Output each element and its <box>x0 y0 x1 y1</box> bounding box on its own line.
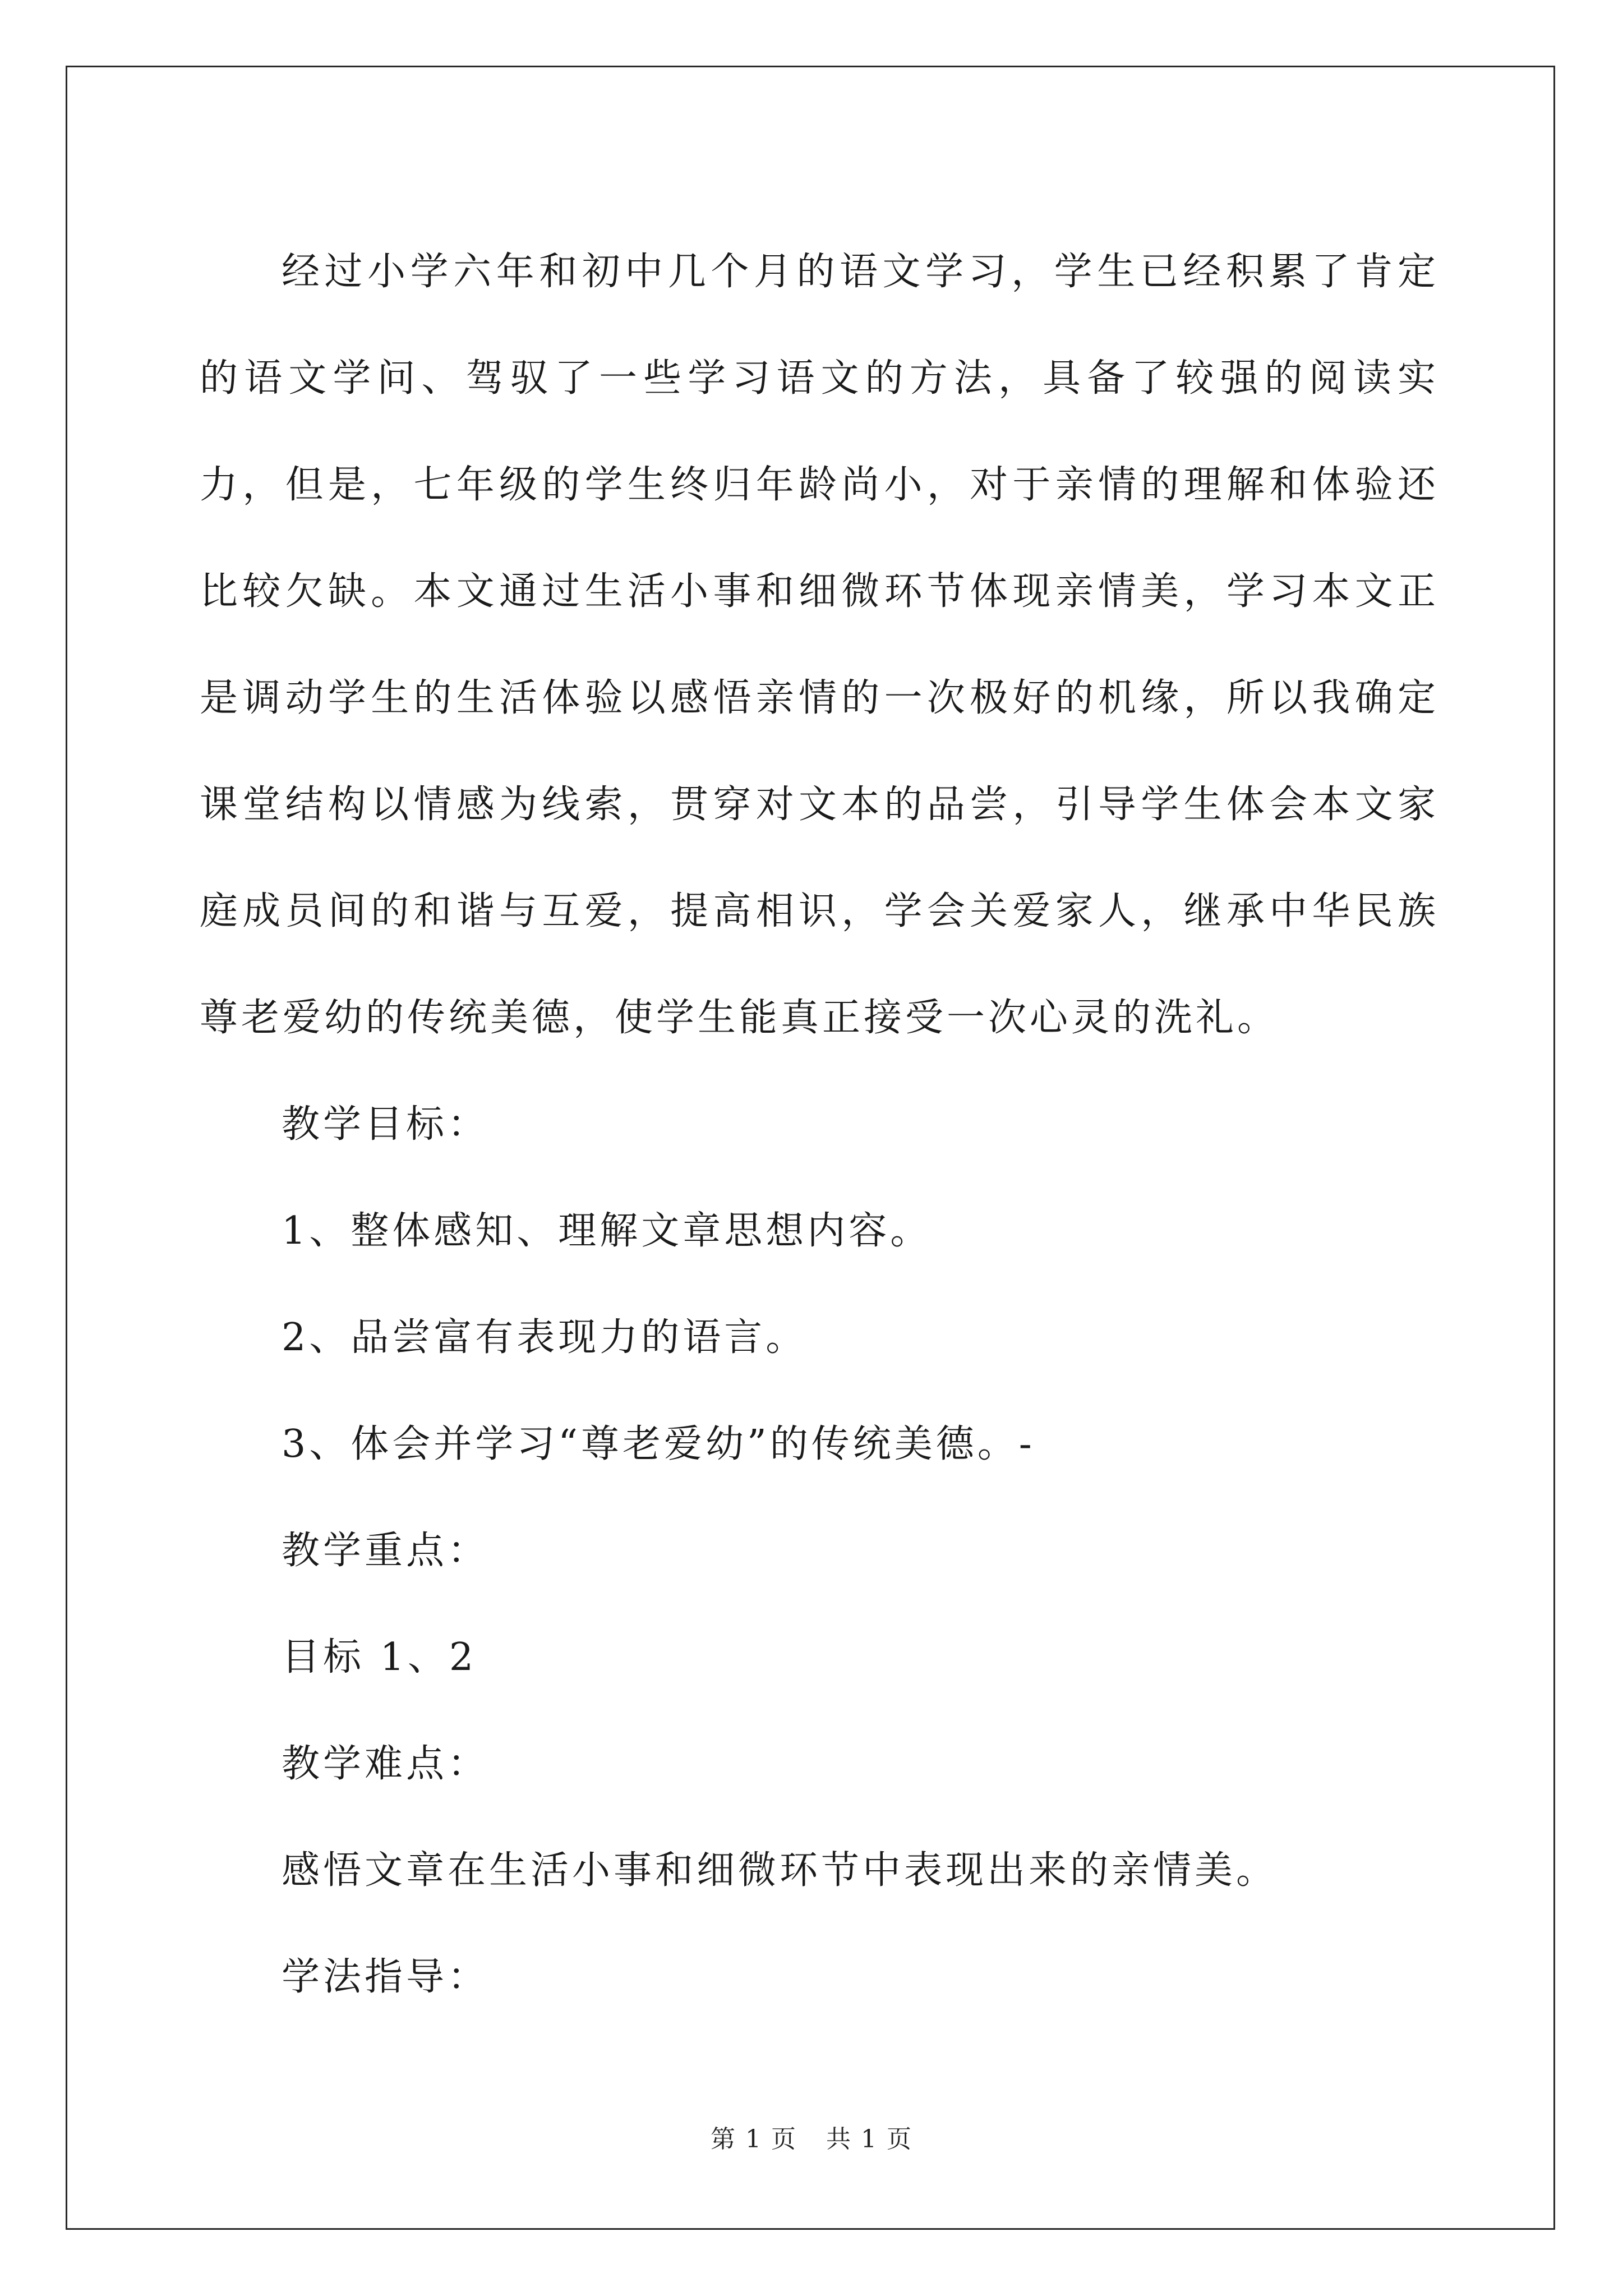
study-method-heading: 学法指导： <box>282 1955 490 1999</box>
page-footer <box>0 2119 1623 2155</box>
goals-heading: 教学目标： <box>282 1102 490 1147</box>
goal-item-1: 1、整体感知、理解文章思想内容。 <box>282 1209 932 1253</box>
page-number: 第 1 页 <box>711 2125 797 2154</box>
key-points-content: 目标 1、2 <box>282 1635 477 1680</box>
goal-item-3: 3、体会并学习“尊老爱幼”的传统美德。- <box>282 1422 1035 1466</box>
document-body <box>200 219 1439 2031</box>
difficulty-content: 感悟文章在生活小事和细微环节中表现出来的亲情美。 <box>282 1848 1278 1893</box>
page-total: 共 1 页 <box>826 2125 912 2154</box>
intro-paragraph: 经过小学六年和初中几个月的语文学习，学生已经积累了肯定的语文学问、驾驭了一些学习语文的方法，具备了较强的阅读实力，但是，七年级的学生终归年龄尚小，对于亲情的理解和体验还比较欠缺。本文通过生活小事和细微环节体现亲情美，学习本文正是调动学生的生活体验以感悟亲情的一次极好的机缘，所以我确定课堂结构以情感为线索，贯穿对文本的品尝，引导学生体会本文家庭成员间的和谐与互爱，提高相识，学会关爱家人，继承中华民族尊老爱幼的传统美德，使学生能真正接受一次心灵的洗礼。 <box>200 250 1439 1040</box>
key-points-heading: 教学重点： <box>282 1529 490 1573</box>
difficulty-heading: 教学难点： <box>282 1742 490 1786</box>
goal-item-2: 2、品尝富有表现力的语言。 <box>282 1315 808 1360</box>
